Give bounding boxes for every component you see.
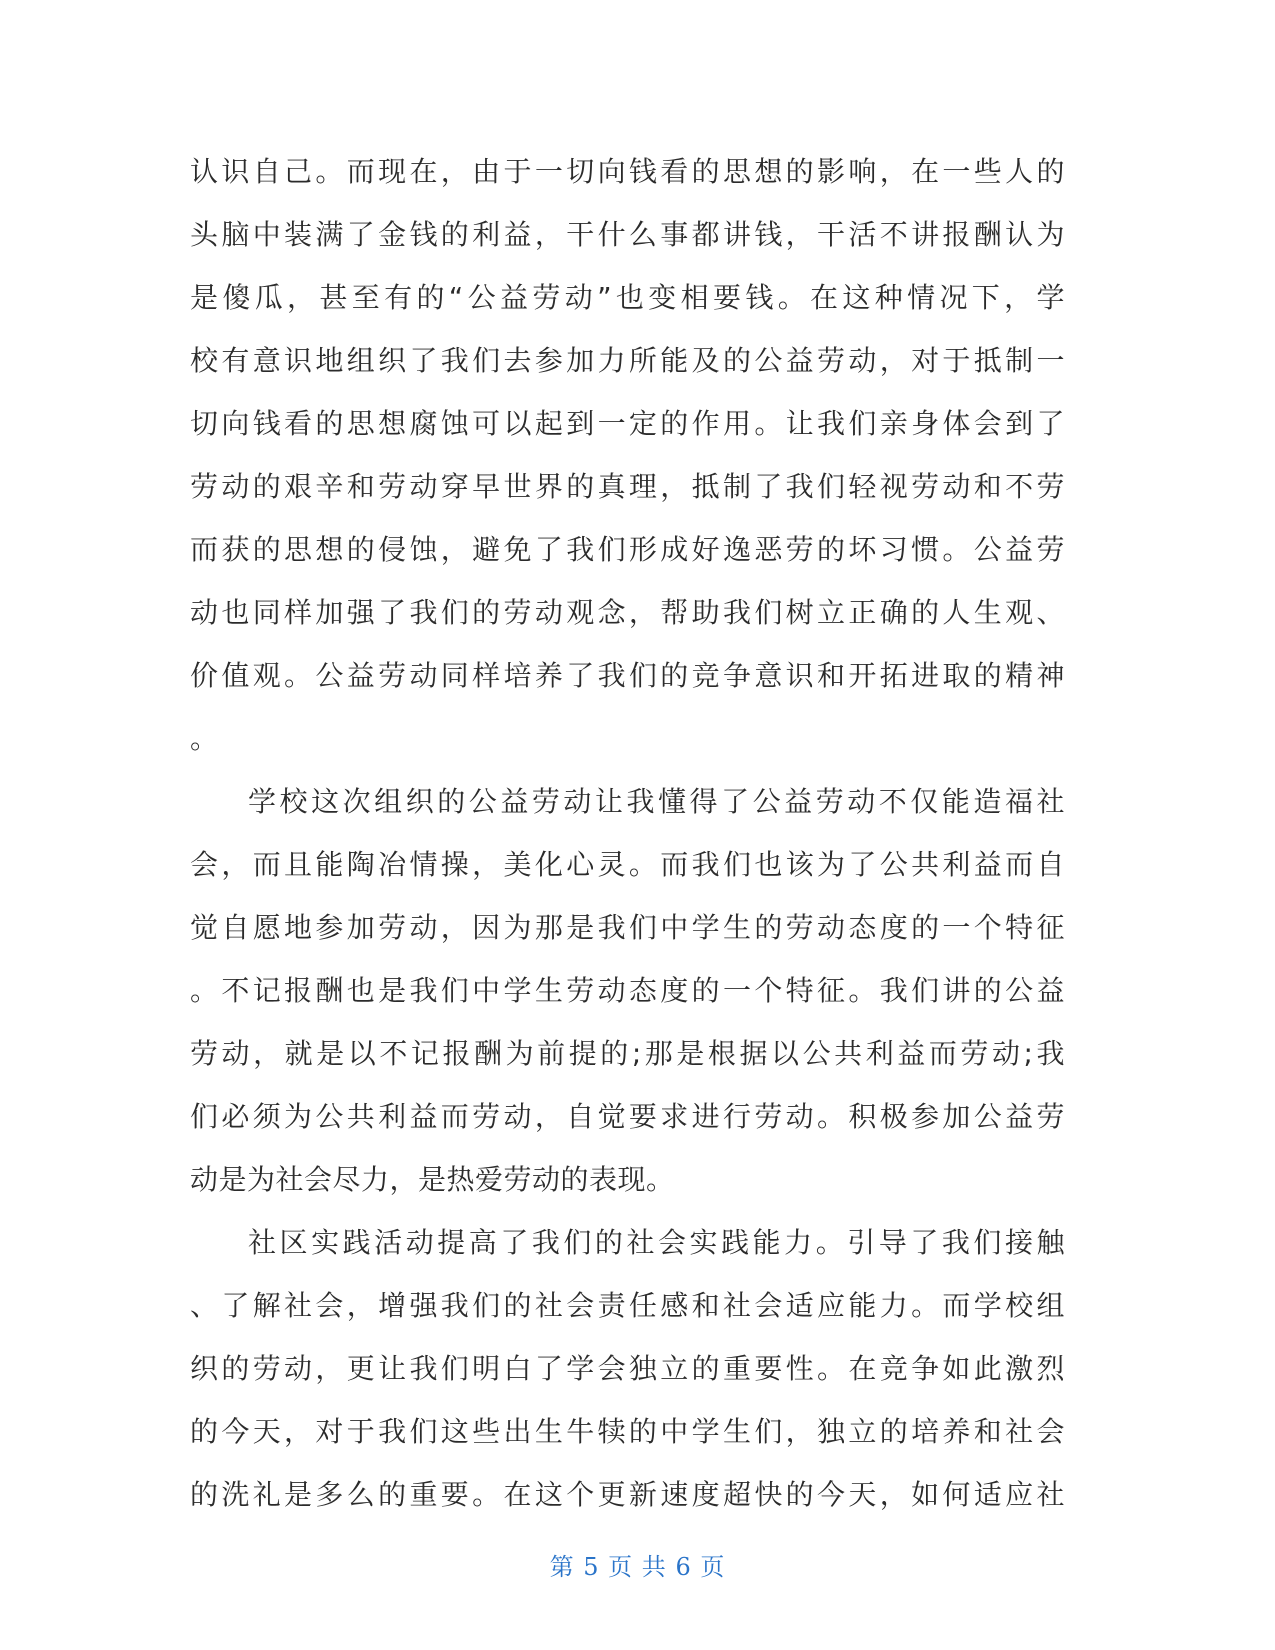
text-line: 切向钱看的思想腐蚀可以起到一定的作用。让我们亲身体会到了 xyxy=(190,407,1065,440)
paragraph-first-line: 社区实践活动提高了我们的社会实践能力。引导了我们接触 xyxy=(248,1226,1065,1259)
paragraph-first-line: 学校这次组织的公益劳动让我懂得了公益劳动不仅能造福社 xyxy=(248,785,1065,818)
text-line: 劳动，就是以不记报酬为前提的;那是根据以公共利益而劳动;我 xyxy=(190,1037,1065,1070)
page-number: 第 5 页 共 6 页 xyxy=(549,1553,726,1581)
text-line: 动是为社会尽力，是热爱劳动的表现。 xyxy=(190,1163,675,1196)
text-line: 们必须为公共利益而劳动，自觉要求进行劳动。积极参加公益劳 xyxy=(190,1100,1065,1133)
text-line: 会，而且能陶冶情操，美化心灵。而我们也该为了公共利益而自 xyxy=(190,848,1065,881)
text-line: 织的劳动，更让我们明白了学会独立的重要性。在竞争如此激烈 xyxy=(190,1352,1065,1385)
text-line: 价值观。公益劳动同样培养了我们的竞争意识和开拓进取的精神 xyxy=(190,659,1065,692)
text-line: 是傻瓜，甚至有的“公益劳动”也变相要钱。在这种情况下，学 xyxy=(190,281,1065,314)
text-line: 动也同样加强了我们的劳动观念，帮助我们树立正确的人生观、 xyxy=(190,596,1065,629)
text-line: 劳动的艰辛和劳动穿早世界的真理，抵制了我们轻视劳动和不劳 xyxy=(190,470,1065,503)
text-line: 、了解社会，增强我们的社会责任感和社会适应能力。而学校组 xyxy=(190,1289,1065,1322)
text-line: 的今天，对于我们这些出生牛犊的中学生们，独立的培养和社会 xyxy=(190,1415,1065,1448)
text-line: 。 xyxy=(190,722,219,755)
text-line: 认识自己。而现在，由于一切向钱看的思想的影响，在一些人的 xyxy=(190,155,1065,188)
text-line: 觉自愿地参加劳动，因为那是我们中学生的劳动态度的一个特征 xyxy=(190,911,1065,944)
document-body xyxy=(190,140,1065,1526)
text-line: 而获的思想的侵蚀，避免了我们形成好逸恶劳的坏习惯。公益劳 xyxy=(190,533,1065,566)
text-line: 的洗礼是多么的重要。在这个更新速度超快的今天，如何适应社 xyxy=(190,1478,1065,1511)
text-line: 头脑中装满了金钱的利益，干什么事都讲钱，干活不讲报酬认为 xyxy=(190,218,1065,251)
text-line: 。不记报酬也是我们中学生劳动态度的一个特征。我们讲的公益 xyxy=(190,974,1065,1007)
text-line: 校有意识地组织了我们去参加力所能及的公益劳动，对于抵制一 xyxy=(190,344,1065,377)
